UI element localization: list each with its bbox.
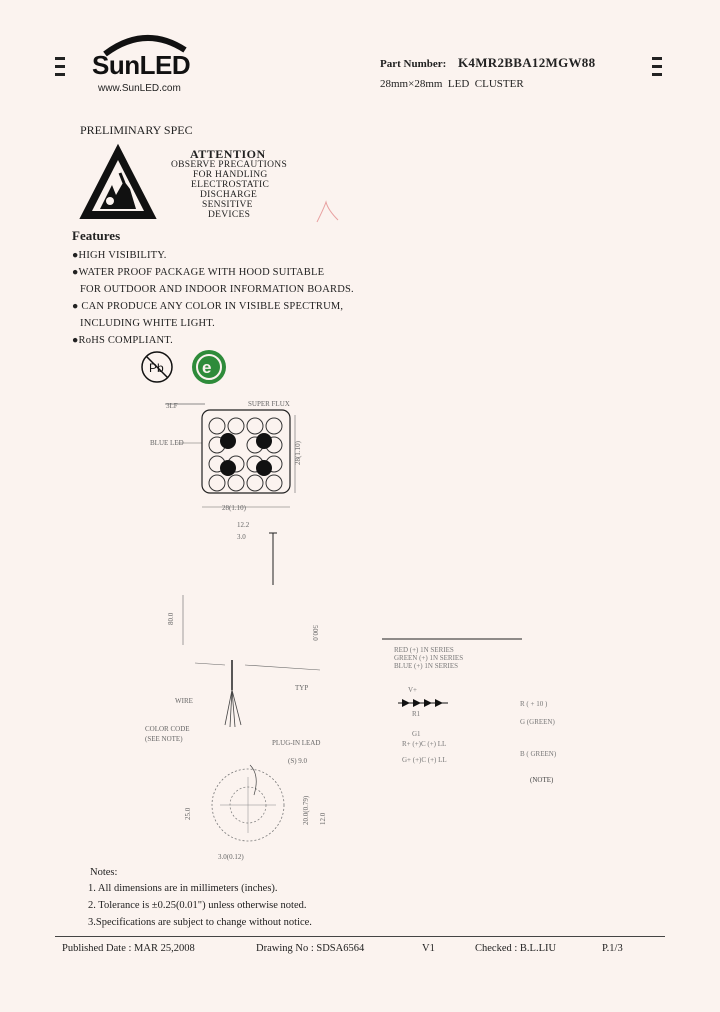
svg-text:3.0: 3.0 — [237, 533, 246, 541]
feature-item-2: ●WATER PROOF PACKAGE WITH HOOD SUITABLE — [72, 267, 325, 278]
footer-rule — [55, 936, 665, 937]
svg-text:(NOTE): (NOTE) — [530, 776, 554, 784]
svg-text:3LF: 3LF — [166, 402, 178, 410]
footer-page: P.1/3 — [602, 943, 623, 954]
svg-text:e: e — [202, 358, 212, 377]
right-marker-bar-1 — [652, 57, 662, 60]
pb-free-icon — [140, 350, 174, 384]
svg-text:BLUE LED: BLUE LED — [150, 439, 184, 447]
attention-heading: ATTENTION — [190, 147, 266, 161]
feature-item-3: FOR OUTDOOR AND INDOOR INFORMATION BOARDS. — [80, 284, 354, 295]
left-marker-bar-3 — [55, 73, 65, 76]
product-description: 28mm×28mm LED CLUSTER — [380, 78, 524, 90]
svg-text:V+: V+ — [408, 686, 418, 694]
svg-text:PLUG-IN LEAD: PLUG-IN LEAD — [272, 739, 321, 747]
attention-line-4: DISCHARGE — [200, 190, 258, 200]
feature-item-5: INCLUDING WHITE LIGHT. — [80, 318, 215, 329]
svg-text:COLOR CODE: COLOR CODE — [145, 725, 190, 733]
svg-text:28(1.10): 28(1.10) — [294, 441, 302, 465]
feature-item-4: ● CAN PRODUCE ANY COLOR IN VISIBLE SPECTRUM, — [72, 301, 344, 312]
rohs-e-icon — [190, 348, 228, 386]
svg-text:R ( + 10 ): R ( + 10 ) — [520, 700, 548, 708]
svg-text:GREEN (+) 1N SERIES: GREEN (+) 1N SERIES — [394, 654, 464, 662]
svg-text:SUPER FLUX: SUPER FLUX — [248, 400, 290, 408]
note-item-2: 2. Tolerance is ±0.25(0.01") unless otherwise noted. — [88, 900, 307, 911]
features-heading: Features — [72, 228, 121, 243]
svg-text:WIRE: WIRE — [175, 697, 193, 705]
logo-text: SunLED — [92, 50, 191, 80]
svg-text:(SEE NOTE): (SEE NOTE) — [145, 735, 183, 743]
attention-line-5: SENSITIVE — [202, 200, 253, 210]
note-item-1: 1. All dimensions are in millimeters (inches). — [88, 883, 278, 894]
svg-text:80.0: 80.0 — [167, 612, 175, 625]
svg-text:(S) 9.0: (S) 9.0 — [288, 757, 308, 765]
svg-text:G (GREEN): G (GREEN) — [520, 718, 555, 726]
right-marker-bar-2 — [652, 65, 662, 68]
svg-text:Pb: Pb — [149, 361, 164, 375]
svg-text:BLUE (+) 1N SERIES: BLUE (+) 1N SERIES — [394, 662, 459, 670]
svg-text:25.0: 25.0 — [184, 807, 192, 820]
footer-published-date: Published Date : MAR 25,2008 — [62, 943, 195, 954]
svg-text:TYP: TYP — [295, 684, 309, 692]
part-number: K4MR2BBA12MGW88 — [458, 55, 596, 70]
spec-title: PRELIMINARY SPEC — [80, 123, 193, 137]
attention-line-3: ELECTROSTATIC — [191, 180, 270, 190]
svg-text:RED (+) 1N SERIES: RED (+) 1N SERIES — [394, 646, 454, 654]
svg-text:G1: G1 — [412, 730, 421, 738]
right-marker-bar-3 — [652, 73, 662, 76]
svg-text:G+ (+)C (+) LL: G+ (+)C (+) LL — [402, 756, 447, 764]
svg-text:28(1.10): 28(1.10) — [222, 504, 246, 512]
logo-url: www.SunLED.com — [98, 83, 181, 94]
svg-text:500.0: 500.0 — [311, 625, 319, 641]
left-marker-bar-1 — [55, 57, 65, 60]
front-view-drawing — [150, 395, 320, 520]
svg-text:R+ (+)C (+) LL: R+ (+)C (+) LL — [402, 740, 447, 748]
part-number-label: Part Number: — [380, 58, 447, 70]
note-item-3: 3.Specifications are subject to change without notice. — [88, 917, 312, 928]
svg-text:B ( GREEN): B ( GREEN) — [520, 750, 557, 758]
feature-item-6: ●RoHS COMPLIANT. — [72, 335, 173, 346]
svg-text:12.0: 12.0 — [319, 812, 327, 825]
footer-checked: Checked : B.L.LIU — [475, 943, 557, 954]
left-marker-bar-2 — [55, 65, 65, 68]
svg-text:R1: R1 — [412, 710, 421, 718]
footer-version: V1 — [422, 943, 435, 954]
bottom-view-drawing — [180, 735, 340, 865]
svg-text:3.0(0.12): 3.0(0.12) — [218, 853, 244, 861]
attention-line-6: DEVICES — [208, 210, 251, 220]
attention-line-1: OBSERVE PRECAUTIONS — [171, 160, 288, 170]
attention-line-2: FOR HANDLING — [193, 170, 268, 180]
svg-text:12.2: 12.2 — [237, 521, 250, 529]
esd-warning-icon — [78, 143, 158, 221]
side-view-drawing — [145, 515, 345, 745]
circuit-schematic — [380, 636, 580, 786]
footer-drawing-number: Drawing No : SDSA6564 — [256, 943, 365, 954]
feature-item-1: ●HIGH VISIBILITY. — [72, 250, 167, 261]
svg-text:20.0(0.79): 20.0(0.79) — [302, 795, 310, 825]
notes-heading: Notes: — [90, 867, 118, 878]
red-mark-icon — [314, 200, 340, 224]
